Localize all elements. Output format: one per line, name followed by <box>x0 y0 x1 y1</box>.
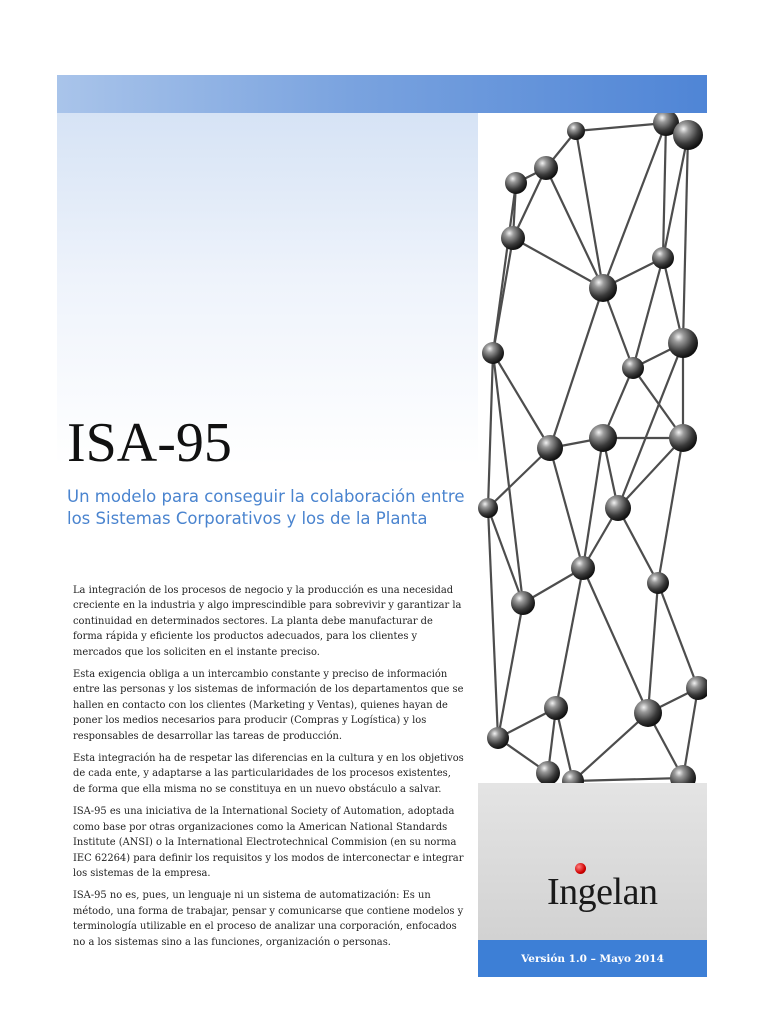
network-node <box>571 556 595 580</box>
network-link <box>663 123 666 258</box>
body-paragraph: La integración de los procesos de negocio y la producción es una necesidad creciente en la industria y algo imprescindible para sobrevivir y garantizar la continuidad en determinados sectores. La planta debe manufacturar de forma rápida y eficiente los productos adecuados, para los clientes y mercados que los soliciten en el instante preciso. <box>73 585 462 658</box>
network-node <box>534 156 558 180</box>
network-link <box>493 183 516 353</box>
network-node <box>668 328 698 358</box>
network-link <box>576 123 666 131</box>
network-link <box>556 568 583 708</box>
brand-logo: Ingelan <box>547 871 658 913</box>
network-link <box>683 688 698 778</box>
network-node <box>544 696 568 720</box>
network-link <box>648 583 658 713</box>
network-link <box>583 438 603 568</box>
network-link <box>573 713 648 781</box>
version-bar <box>478 940 707 977</box>
network-node <box>482 342 504 364</box>
network-node <box>652 247 674 269</box>
network-node <box>501 226 525 250</box>
network-node <box>670 765 696 783</box>
network-node <box>589 424 617 452</box>
network-node <box>511 591 535 615</box>
network-node <box>567 122 585 140</box>
network-link <box>683 135 688 343</box>
network-node <box>605 495 631 521</box>
network-link <box>546 168 603 288</box>
network-node <box>537 435 563 461</box>
network-node <box>669 424 697 452</box>
body-paragraph: Esta exigencia obliga a un intercambio constante y preciso de información entre las personas y los sistemas de información de los departamentos que se hallen en contacto con los clientes (Marketing y Ventas), quienes hayan de poner los medios necesarios para producir (Compras y Logística) y los responsables de desarrollar las tareas de producción. <box>73 669 464 742</box>
network-node <box>686 676 707 700</box>
version-label: Versión 1.0 – Mayo 2014 <box>521 952 664 965</box>
network-node <box>622 357 644 379</box>
network-link <box>488 353 493 508</box>
document-body <box>73 583 465 957</box>
network-link <box>633 258 663 368</box>
document-subtitle: Un modelo para conseguir la colaboración entre los Sistemas Corporativos y los de la Planta <box>67 487 465 528</box>
cover-illustration <box>478 113 707 783</box>
body-paragraph: ISA-95 es una iniciativa de la International Society of Automation, adoptada como base por otras organizaciones como la American National Standards Institute (ANSI) o la International Electrotechnical Commision (en su norma IEC 62264) para definir los requisitos y los modos de interconectar e integrar los sistemas de la empresa. <box>73 806 464 879</box>
network-node <box>673 120 703 150</box>
network-node <box>562 770 584 783</box>
network-node <box>505 172 527 194</box>
molecule-network-image <box>478 113 707 783</box>
network-link <box>493 353 550 448</box>
header-band <box>57 75 707 113</box>
body-paragraph: ISA-95 no es, pues, un lenguaje ni un sistema de automatización: Es un método, una forma de trabajar, pensar y comunicarse que contiene modelos y terminología utilizable en el proceso de analizar una corporación, enfocados no a los sistemas sino a las funciones, organización o personas. <box>73 890 464 948</box>
network-link <box>550 288 603 448</box>
network-link <box>658 583 698 688</box>
network-link <box>513 238 603 288</box>
network-node <box>589 274 617 302</box>
network-node <box>487 727 509 749</box>
network-link <box>576 131 603 288</box>
network-link <box>573 778 683 781</box>
network-link <box>488 508 498 738</box>
network-node <box>478 498 498 518</box>
network-link <box>663 135 688 258</box>
network-link <box>583 568 648 713</box>
body-paragraph: Esta integración ha de respetar las diferencias en la cultura y en los objetivos de cada ente, y adaptarse a las particularidades de los procesos existentes, de forma que ella misma no se constituya en un nuevo obstáculo a salvar. <box>73 753 464 795</box>
network-link <box>550 448 583 568</box>
document-title: ISA-95 <box>67 412 232 474</box>
network-node <box>634 699 662 727</box>
network-node <box>536 761 560 783</box>
logo-panel <box>478 783 707 940</box>
network-node <box>647 572 669 594</box>
network-link <box>498 603 523 738</box>
